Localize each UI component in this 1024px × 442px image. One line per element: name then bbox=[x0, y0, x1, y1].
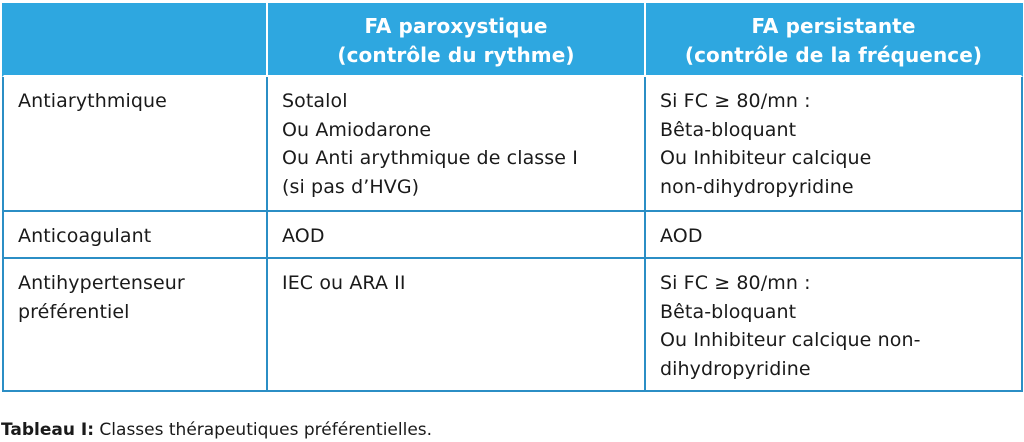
caption-label: Tableau I: bbox=[1, 420, 95, 440]
cell-line: Ou Inhibiteur calcique bbox=[660, 147, 872, 169]
header-empty-cell bbox=[2, 3, 268, 77]
cell-line: Ou Amiodarone bbox=[282, 118, 432, 141]
cell-line: AOD bbox=[660, 225, 703, 247]
cell-line: AOD bbox=[282, 225, 325, 247]
cell-line: Ou Anti arythmique de classe I bbox=[282, 147, 578, 169]
therapeutic-classes-table bbox=[2, 3, 1023, 392]
row-label-antiarythmique bbox=[2, 77, 268, 212]
header-line: (contrôle du rythme) bbox=[337, 43, 575, 67]
header-line: FA persistante bbox=[751, 14, 916, 38]
header-line: (contrôle de la fréquence) bbox=[684, 43, 983, 67]
cell-line: Antiarythmique bbox=[18, 90, 167, 112]
cell-line: Anticoagulant bbox=[18, 225, 152, 247]
header-line: FA paroxystique bbox=[364, 14, 548, 38]
cell-line: Bêta-bloquant bbox=[660, 118, 797, 141]
header-fa-persistante bbox=[646, 3, 1023, 77]
cell-line: Sotalol bbox=[282, 90, 348, 112]
cell-antiarythmique-persistante bbox=[646, 77, 1023, 212]
cell-antihypertenseur-paroxystique bbox=[268, 259, 646, 392]
cell-line: non-dihydropyridine bbox=[660, 175, 854, 198]
cell-line: Antihypertenseur bbox=[18, 272, 185, 294]
cell-antihypertenseur-persistante bbox=[646, 259, 1023, 392]
row-label-anticoagulant bbox=[2, 212, 268, 259]
cell-line: Si FC ≥ 80/mn : bbox=[660, 90, 811, 112]
cell-antiarythmique-paroxystique bbox=[268, 77, 646, 212]
row-label-antihypertenseur bbox=[2, 259, 268, 392]
table-caption bbox=[1, 419, 432, 441]
cell-line: IEC ou ARA II bbox=[282, 272, 406, 294]
cell-line: Bêta-bloquant bbox=[660, 300, 797, 323]
cell-line: Ou Inhibiteur calcique non- bbox=[660, 329, 921, 351]
cell-line: dihydropyridine bbox=[660, 357, 811, 380]
cell-line: préférentiel bbox=[18, 300, 130, 323]
caption-text: Classes thérapeutiques préférentielles. bbox=[94, 420, 433, 440]
cell-line: (si pas d’HVG) bbox=[282, 175, 420, 198]
cell-anticoagulant-persistante bbox=[646, 212, 1023, 259]
cell-anticoagulant-paroxystique bbox=[268, 212, 646, 259]
header-fa-paroxystique bbox=[268, 3, 646, 77]
cell-line: Si FC ≥ 80/mn : bbox=[660, 272, 811, 294]
